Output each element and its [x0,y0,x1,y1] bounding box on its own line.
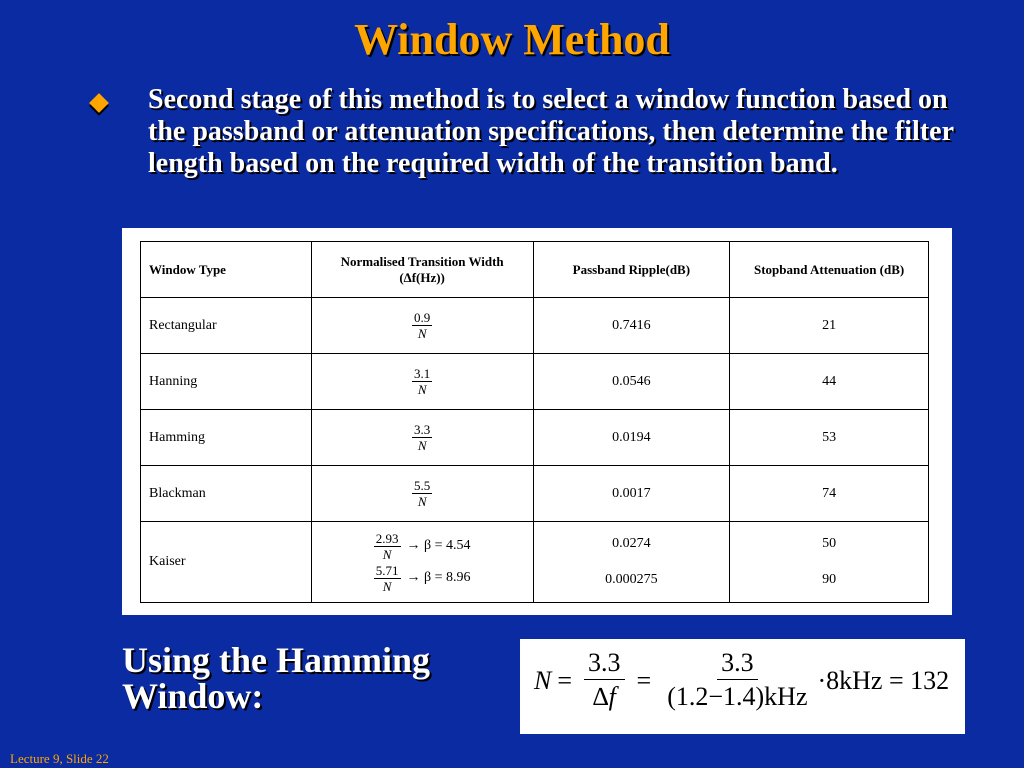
table-row [141,410,929,466]
stopband-attenuation: 44 [730,354,929,410]
kaiser-ripple: 0.0274 [612,536,651,551]
stopband-attenuation: 53 [730,410,929,466]
transition-width [311,522,533,603]
kaiser-beta: → β = 8.96 [406,570,471,585]
stopband-attenuation: 21 [730,298,929,354]
formula-box [520,639,965,734]
table-row [141,466,929,522]
window-name: Hanning [141,354,312,410]
slide-title: Window Method [354,15,670,64]
formula-equals: = [557,665,573,695]
passband-ripple [533,522,730,603]
formula-result: ·8kHz = 132 [817,665,950,695]
fraction-denominator: N [417,326,427,341]
stopband-attenuation: 74 [730,466,929,522]
fraction-denominator: N [382,578,392,594]
fraction-denominator: N [417,382,427,397]
header-stopband-attenuation: Stopband Attenuation (dB) [730,242,929,298]
passband-ripple: 0.0194 [533,410,730,466]
fraction-numerator: 3.3 [414,422,431,437]
formula-denominator: ∆f [592,682,616,711]
window-table-panel [122,228,952,615]
window-name: Blackman [141,466,312,522]
fraction-numerator: 2.93 [375,530,399,546]
formula-denominator: (1.2−1.4)kHz [667,682,808,711]
header-transition-width: Normalised Transition Width (∆f(Hz)) [311,242,533,298]
passband-ripple: 0.0017 [533,466,730,522]
passband-ripple: 0.0546 [533,354,730,410]
fraction-denominator: N [417,494,427,509]
fraction-denominator: N [417,438,427,453]
slide-footer: Lecture 9, Slide 22 [10,751,109,766]
fraction-numerator: 5.71 [375,562,399,578]
kaiser-beta: → β = 4.54 [406,538,471,553]
filter-length-formula [534,647,949,714]
header-passband-ripple: Passband Ripple(dB) [533,242,730,298]
fraction-numerator: 0.9 [414,310,431,325]
table-row-kaiser [141,522,929,603]
formula-equals: = [636,665,652,695]
formula-fraction-1 [584,647,625,714]
kaiser-atten: 90 [822,572,837,587]
fraction-numerator: 3.1 [414,366,431,381]
table-header-row [141,242,929,298]
formula-numerator: 3.3 [717,647,758,680]
transition-width [311,410,533,466]
diamond-bullet-icon [89,93,109,113]
formula-numerator: 3.3 [584,647,625,680]
table-row [141,354,929,410]
header-window-type: Window Type [141,242,312,298]
fraction-numerator: 5.5 [414,478,431,493]
transition-width [311,298,533,354]
transition-width [311,466,533,522]
table-row [141,298,929,354]
passband-ripple: 0.7416 [533,298,730,354]
transition-width [311,354,533,410]
formula-lhs: N [534,665,552,695]
window-name: Kaiser [141,522,312,603]
window-name: Rectangular [141,298,312,354]
stopband-attenuation [730,522,929,603]
kaiser-atten: 50 [822,536,837,551]
hamming-label: Using the Hamming Window: [122,640,431,716]
bullet-text: Second stage of this method is to select a window function based on the passband or attenuation specifications, then determine the filter length based on the required width of the transition band. [148,84,954,179]
window-name: Hamming [141,410,312,466]
fraction-denominator: N [382,546,392,562]
kaiser-ripple: 0.000275 [605,572,658,587]
formula-fraction-2 [663,647,811,714]
window-table [140,241,929,603]
